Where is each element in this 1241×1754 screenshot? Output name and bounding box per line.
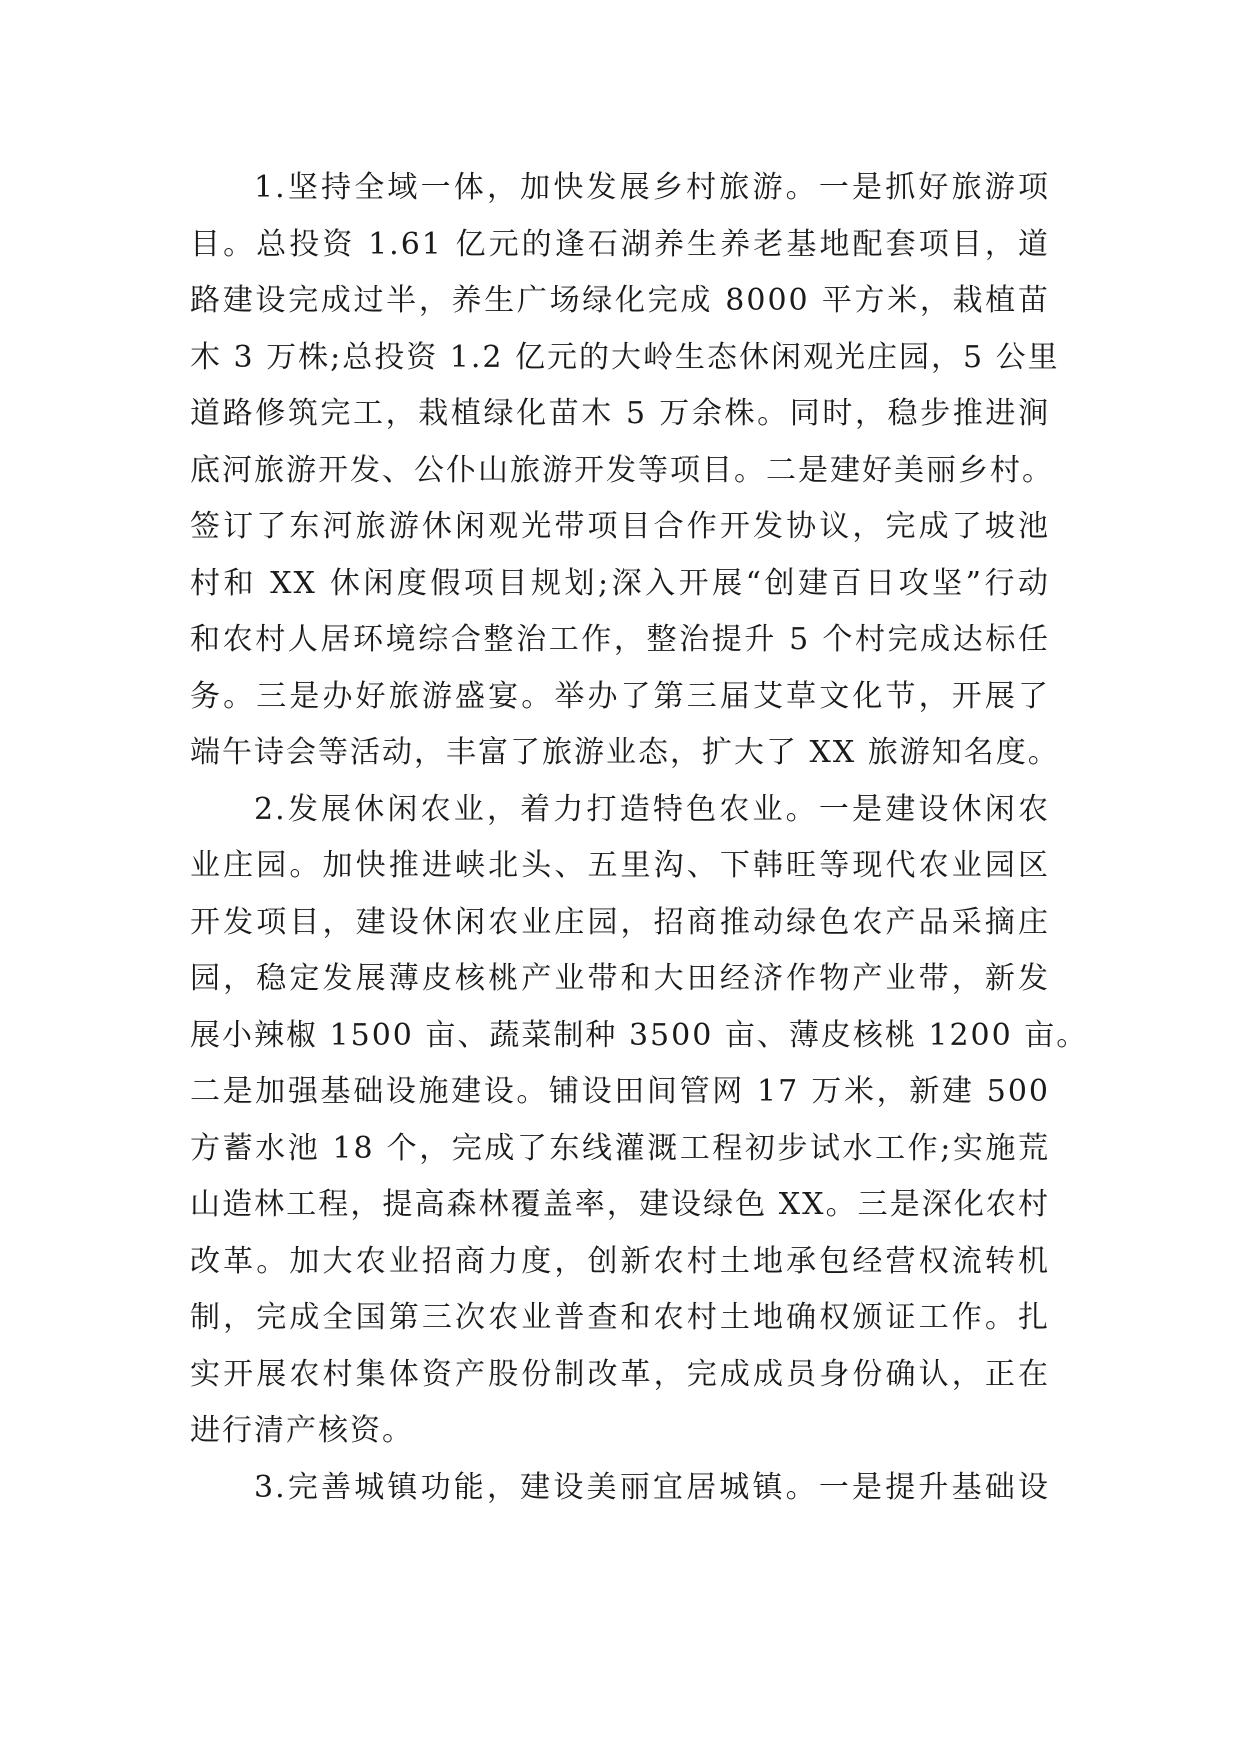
text-line: 端午诗会等活动，丰富了旅游业态，扩大了 XX 旅游知名度。 <box>190 735 1060 770</box>
text-line: 村和 XX 休闲度假项目规划;深入开展“创建百日攻坚”行动 <box>190 565 1050 601</box>
text-line: 签订了东河旅游休闲观光带项目合作开发协议，完成了坡池 <box>190 509 1050 544</box>
text-line: 木 3 万株;总投资 1.2 亿元的大岭生态休闲观光庄园，5 公里 <box>190 339 1060 375</box>
text-line: 路建设完成过半，养生广场绿化完成 8000 平方米，栽植苗 <box>190 283 1050 318</box>
text-line: 方蓄水池 18 个，完成了东线灌溉工程初步试水工作;实施荒 <box>190 1130 1050 1166</box>
text-line: 山造林工程，提高森林覆盖率，建设绿色 XX。三是深化农村 <box>190 1187 1050 1222</box>
text-line: 底河旅游开发、公仆山旅游开发等项目。二是建好美丽乡村。 <box>190 452 1054 488</box>
text-line: 开发项目，建设休闲农业庄园，招商推动绿色农产品采摘庄 <box>190 904 1050 940</box>
text-line: 园，稳定发展薄皮核桃产业带和大田经济作物产业带，新发 <box>190 961 1050 996</box>
text-line: 目。总投资 1.61 亿元的逢石湖养生养老基地配套项目，道 <box>190 226 1050 262</box>
text-line: 二是加强基础设施建设。铺设田间管网 17 万米，新建 500 <box>190 1074 1050 1109</box>
text-line: 制，完成全国第三次农业普查和农村土地确权颁证工作。扎 <box>190 1300 1050 1335</box>
text-line: 1.坚持全域一体，加快发展乡村旅游。一是抓好旅游项 <box>254 170 1050 205</box>
paragraph-2 <box>190 782 1089 1460</box>
text-line: 和农村人居环境综合整治工作，整治提升 5 个村完成达标任 <box>190 622 1050 657</box>
text-line: 进行清产核资。 <box>190 1413 414 1448</box>
text-line: 展小辣椒 1500 亩、蔬菜制种 3500 亩、薄皮核桃 1200 亩。 <box>190 1017 1089 1053</box>
text-line: 3.完善城镇功能，建设美丽宜居城镇。一是提升基础设 <box>254 1469 1050 1505</box>
text-line: 业庄园。加快推进峡北头、五里沟、下韩旺等现代农业园区 <box>190 848 1050 883</box>
text-line: 2.发展休闲农业，着力打造特色农业。一是建设休闲农 <box>254 791 1050 827</box>
text-line: 改革。加大农业招商力度，创新农村土地承包经营权流转机 <box>190 1243 1050 1279</box>
text-line: 务。三是办好旅游盛宴。举办了第三届艾草文化节，开展了 <box>190 678 1050 714</box>
text-line: 道路修筑完工，栽植绿化苗木 5 万余株。同时，稳步推进涧 <box>190 396 1050 431</box>
paragraph-1 <box>190 160 1060 782</box>
paragraph-3 <box>190 1460 1050 1517</box>
text-line: 实开展农村集体资产股份制改革，完成成员身份确认，正在 <box>190 1356 1050 1392</box>
document-body <box>190 160 1089 1516</box>
